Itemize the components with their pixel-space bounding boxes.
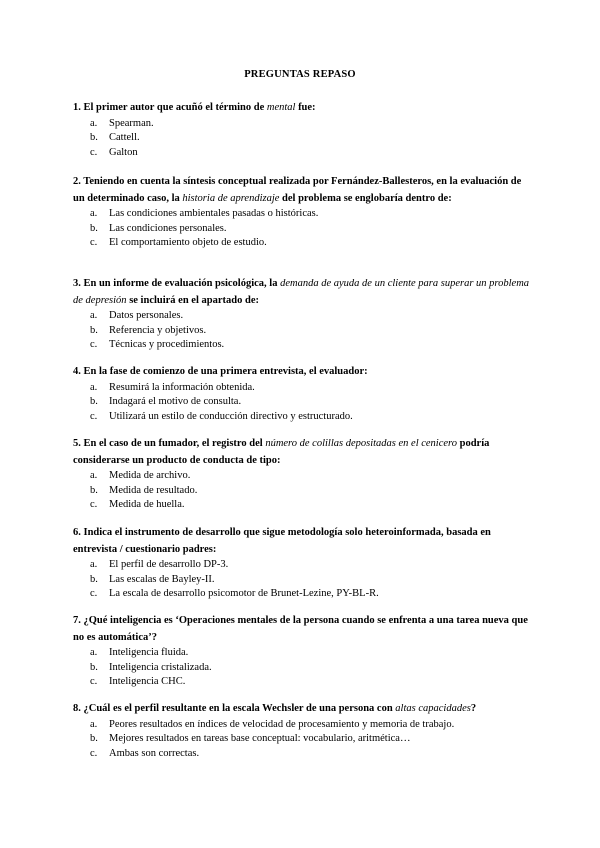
option-list	[73, 309, 533, 353]
option-text: Referencia y objetivos.	[109, 324, 207, 336]
option-text: Utilizará un estilo de conducción directivo y estructurado.	[109, 410, 353, 422]
question-3	[73, 276, 533, 353]
option-item	[73, 675, 533, 690]
question-bold-text: En un informe de evaluación psicológica, la	[83, 278, 281, 289]
question-bold-text: En la fase de comienzo de una primera entrevista, el evaluador:	[83, 366, 368, 377]
page-title: PREGUNTAS REPASO	[244, 69, 356, 80]
option-letter: a.	[90, 208, 98, 219]
question-text	[73, 436, 533, 469]
option-list	[73, 646, 533, 690]
question-bold-text: ?	[470, 703, 477, 714]
option-letter: c.	[90, 146, 98, 158]
question-italic-text: mental	[266, 102, 296, 113]
option-letter: c.	[90, 410, 98, 422]
option-item	[73, 324, 533, 339]
option-list	[73, 469, 533, 513]
question-bold-text: El primer autor que acuñó el término de	[83, 102, 267, 113]
option-item	[73, 146, 533, 161]
question-number: 6.	[73, 527, 81, 538]
question-text	[73, 174, 533, 207]
question-4	[73, 364, 533, 424]
option-text: Medida de huella.	[109, 499, 185, 511]
option-list	[73, 718, 533, 762]
option-text: Medida de resultado.	[109, 484, 198, 496]
option-letter: b.	[90, 324, 98, 336]
question-2	[73, 174, 533, 251]
question-number: 3.	[73, 278, 81, 289]
question-number: 2.	[73, 176, 81, 187]
option-item	[73, 661, 533, 676]
option-item	[73, 498, 533, 513]
option-letter: b.	[90, 573, 98, 585]
option-letter: a.	[90, 381, 98, 393]
option-letter: b.	[90, 661, 98, 673]
option-item	[73, 395, 533, 410]
option-text: Mejores resultados en tareas base conceptual: vocabulario, aritmética…	[109, 733, 411, 745]
question-1	[73, 100, 533, 160]
question-italic-text: demanda de ayuda de un cliente para superar un problema de depresión	[73, 278, 530, 306]
question-number: 7.	[73, 615, 81, 626]
option-item	[73, 117, 533, 132]
question-text	[73, 525, 533, 558]
question-bold-text: ¿Qué inteligencia es ‘Operaciones mentales de la persona cuando se enfrenta a una tarea nueva que no es automática’?	[73, 615, 528, 643]
question-text	[73, 276, 533, 309]
option-item	[73, 747, 533, 762]
question-text	[73, 100, 533, 117]
option-item	[73, 207, 533, 222]
question-bold-text: En el caso de un fumador, el registro del	[83, 438, 266, 449]
option-item	[73, 309, 533, 324]
option-text: Técnicas y procedimientos.	[109, 339, 225, 351]
option-text: Inteligencia fluida.	[109, 647, 189, 658]
question-number: 8.	[73, 703, 81, 714]
option-item	[73, 646, 533, 661]
option-letter: a.	[90, 559, 98, 570]
option-letter: b.	[90, 484, 98, 496]
option-letter: a.	[90, 310, 98, 321]
option-list	[73, 207, 533, 251]
option-item	[73, 573, 533, 588]
option-text: Inteligencia cristalizada.	[109, 661, 212, 673]
question-bold-text: Indica el instrumento de desarrollo que sigue metodología solo heteroinformada, basada en entrevista / cuestionario padres:	[73, 527, 491, 555]
option-item	[73, 236, 533, 251]
option-text: Ambas son correctas.	[109, 747, 200, 759]
question-5	[73, 436, 533, 513]
question-italic-text: historia de aprendizaje	[182, 192, 280, 204]
option-letter: b.	[90, 222, 98, 234]
option-letter: c.	[90, 747, 98, 759]
option-item	[73, 469, 533, 484]
question-number: 4.	[73, 366, 81, 377]
option-text: Las condiciones ambientales pasadas o históricas.	[109, 208, 319, 219]
option-text: Las condiciones personales.	[109, 222, 227, 234]
question-7	[73, 613, 533, 690]
option-text: Las escalas de Bayley-II.	[109, 573, 215, 585]
option-letter: b.	[90, 132, 98, 144]
option-letter: a.	[90, 718, 98, 730]
option-text: Resumirá la información obtenida.	[109, 381, 255, 393]
question-italic-text: número de colillas depositadas en el cenicero	[265, 438, 457, 449]
option-letter: a.	[90, 117, 98, 129]
question-6	[73, 525, 533, 602]
option-letter: c.	[90, 676, 98, 688]
option-letter: a.	[90, 647, 98, 658]
option-text: Inteligencia CHC.	[109, 676, 186, 688]
question-number: 5.	[73, 438, 81, 449]
option-item	[73, 558, 533, 573]
question-text	[73, 701, 533, 718]
question-bold-text: se incluirá en el apartado de:	[126, 294, 259, 306]
option-text: El perfil de desarrollo DP-3.	[109, 559, 229, 570]
option-letter: c.	[90, 339, 98, 351]
option-text: Cattell.	[109, 132, 140, 144]
option-letter: b.	[90, 733, 98, 745]
question-number: 1.	[73, 102, 81, 113]
option-list	[73, 117, 533, 161]
option-text: Datos personales.	[109, 310, 184, 321]
question-text	[73, 613, 533, 646]
question-text	[73, 364, 533, 381]
question-bold-text: ¿Cuál es el perfil resultante en la escala Wechsler de una persona con	[83, 703, 396, 714]
option-letter: c.	[90, 588, 98, 600]
option-letter: b.	[90, 396, 98, 408]
option-text: Galton	[109, 146, 138, 158]
option-item	[73, 131, 533, 146]
option-item	[73, 484, 533, 499]
option-item	[73, 718, 533, 733]
option-item	[73, 587, 533, 602]
option-item	[73, 338, 533, 353]
question-bold-text: fue:	[295, 102, 316, 113]
question-bold-text: podría considerarse un producto de conducta de tipo:	[73, 438, 490, 466]
option-text: Indagará el motivo de consulta.	[109, 396, 242, 408]
option-list	[73, 381, 533, 425]
option-text: Medida de archivo.	[109, 470, 191, 481]
question-bold-text: Teniendo en cuenta la síntesis conceptual realizada por Fernández-Ballesteros, en la evaluación de un determinado caso, la	[73, 176, 522, 204]
question-italic-text: altas capacidades	[395, 703, 471, 714]
option-item	[73, 732, 533, 747]
option-list	[73, 558, 533, 602]
option-letter: c.	[90, 499, 98, 511]
question-8	[73, 701, 533, 761]
option-item	[73, 381, 533, 396]
option-text: El comportamiento objeto de estudio.	[109, 237, 267, 249]
option-item	[73, 222, 533, 237]
option-text: La escala de desarrollo psicomotor de Brunet-Lezine, PY-BL-R.	[109, 588, 379, 600]
option-letter: a.	[90, 470, 98, 481]
question-bold-text: del problema se englobaría dentro de:	[279, 192, 452, 204]
option-letter: c.	[90, 237, 98, 249]
option-text: Spearman.	[109, 117, 154, 129]
option-text: Peores resultados en índices de velocidad de procesamiento y memoria de trabajo.	[109, 718, 455, 730]
option-item	[73, 410, 533, 425]
